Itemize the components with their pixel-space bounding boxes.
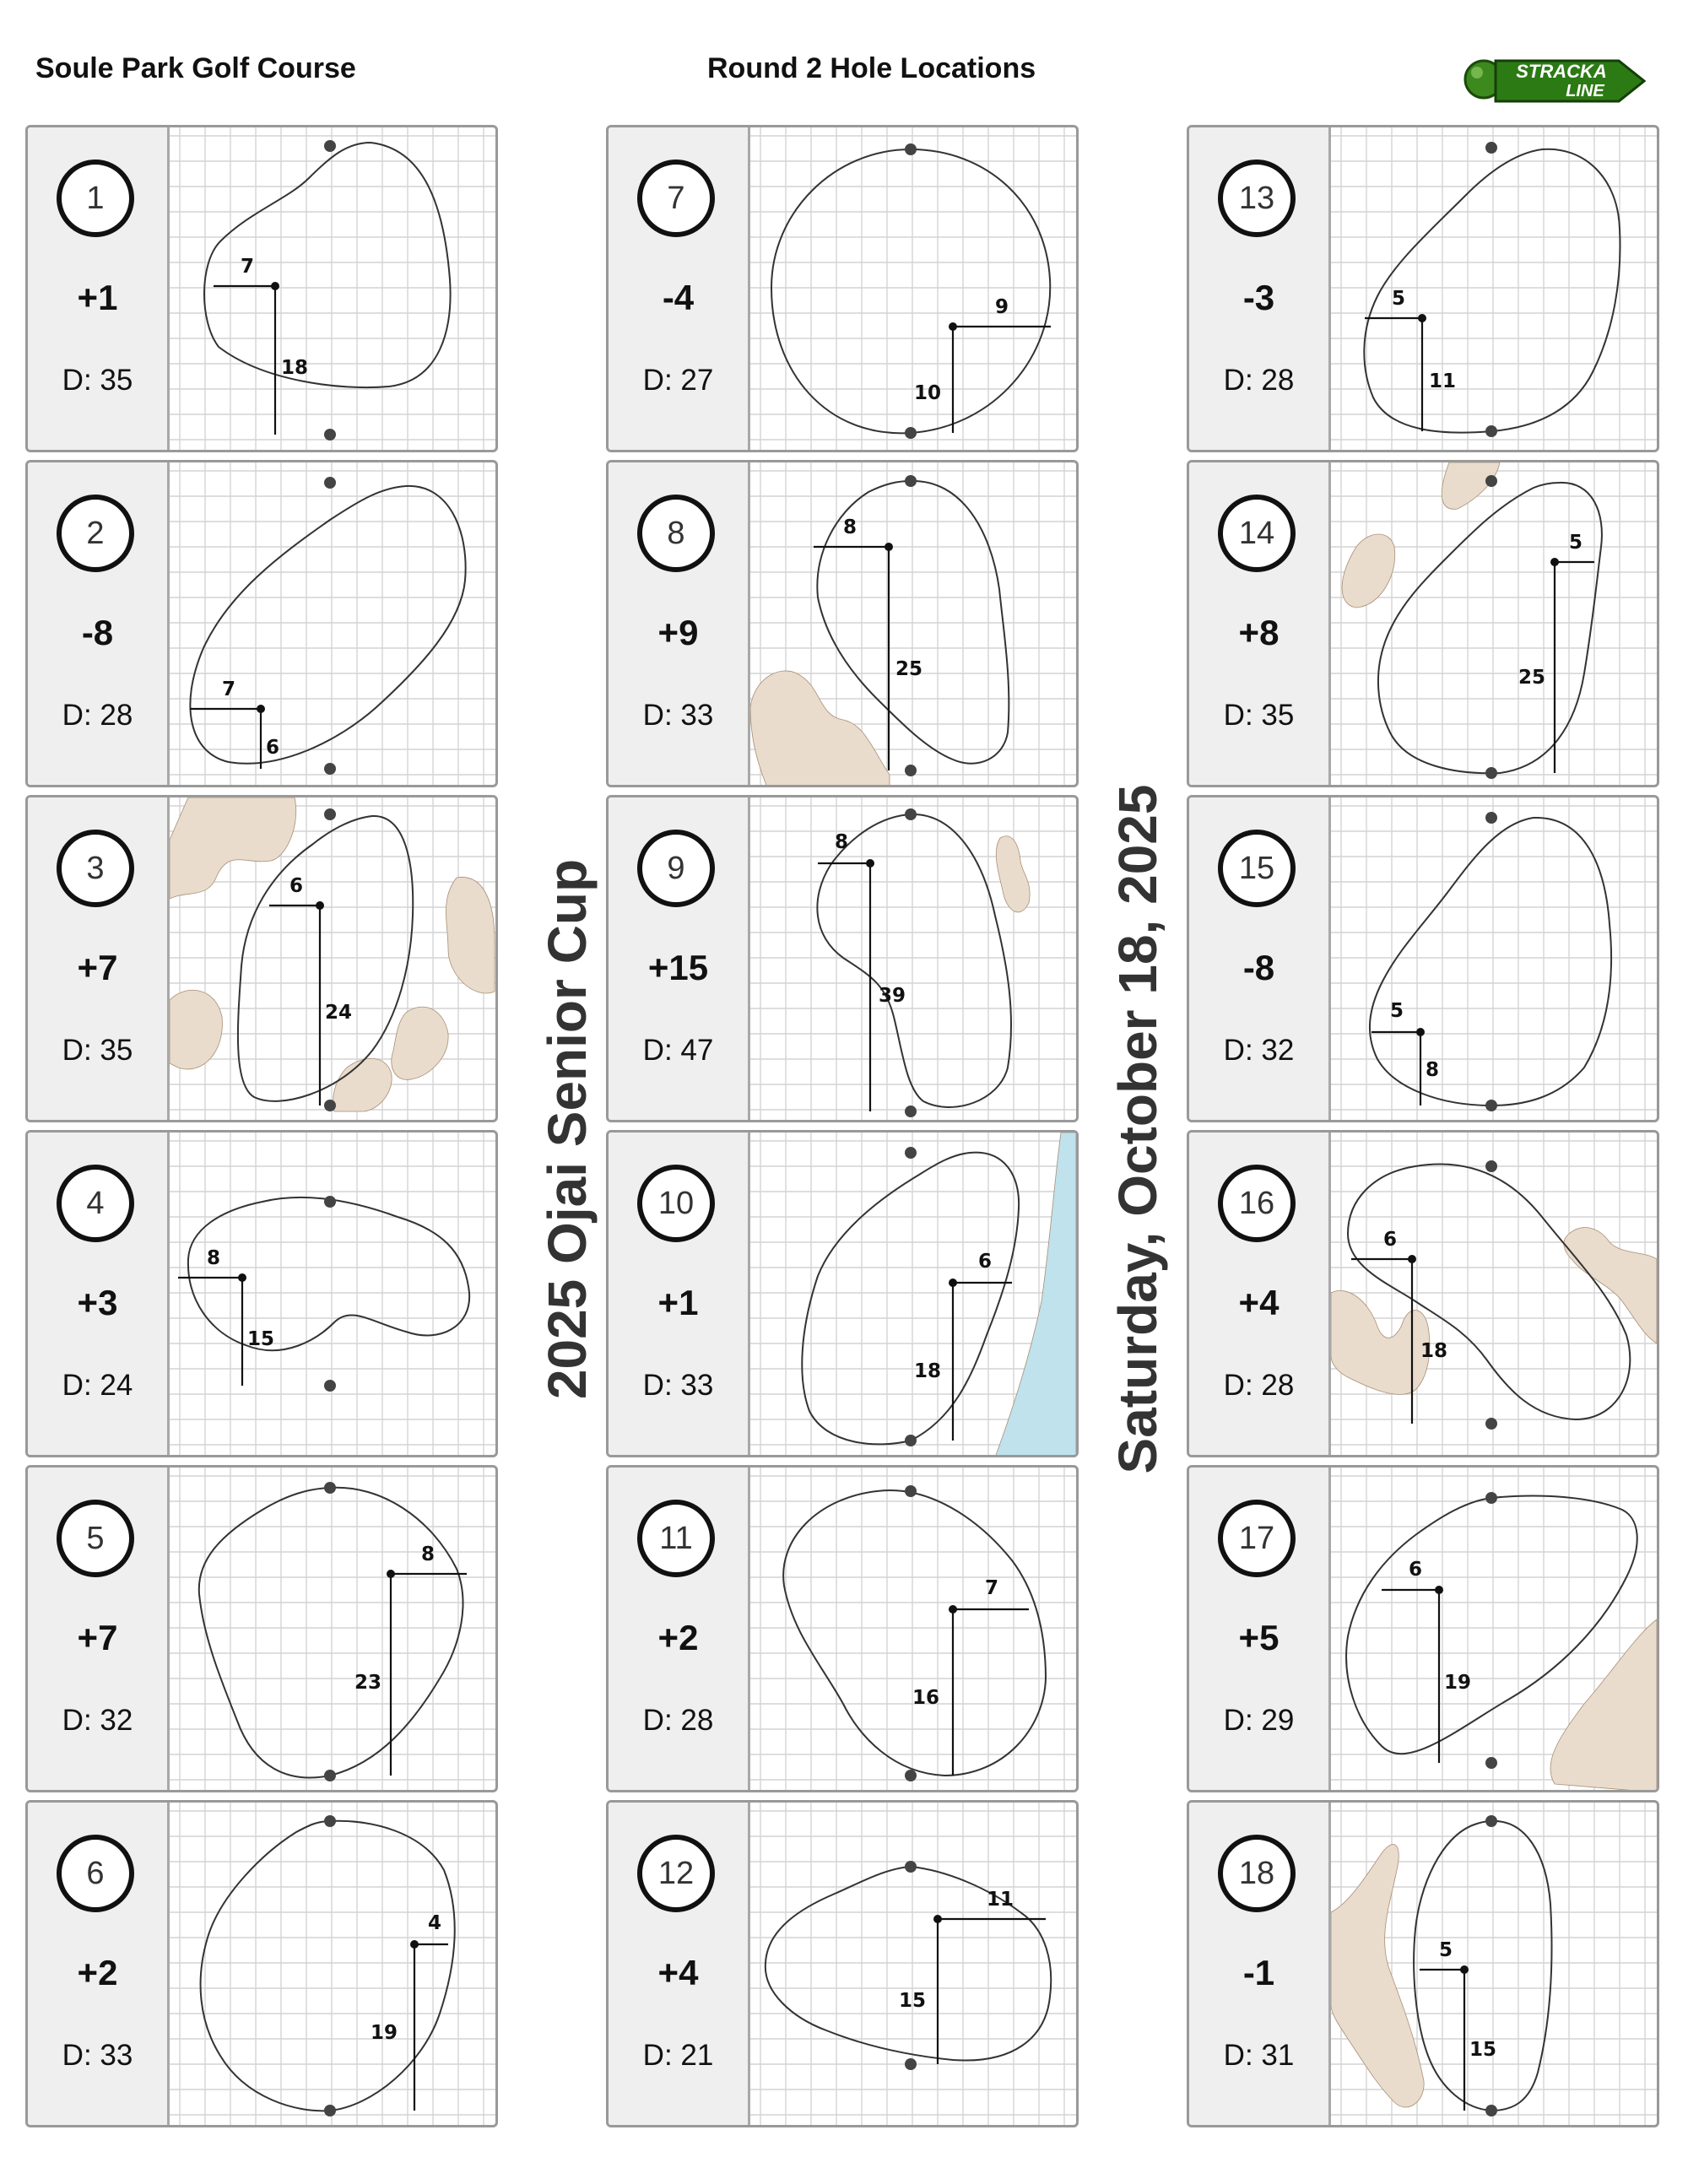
green-diagram <box>1331 797 1657 1120</box>
green-marker-dot <box>324 808 336 820</box>
hole-score: +4 <box>1238 1283 1280 1322</box>
hole-info-panel <box>28 1468 170 1790</box>
side-distance-label: 6 <box>1408 1559 1423 1581</box>
green-marker-dot <box>1485 1815 1497 1827</box>
hole-info-panel <box>28 462 170 785</box>
green-outline <box>802 1153 1019 1445</box>
green-marker-dot <box>905 1770 917 1781</box>
green-marker-dot <box>1485 1492 1497 1504</box>
hole-info-panel <box>1189 797 1331 1120</box>
hole-score: +4 <box>657 1953 699 1992</box>
green-marker-dot <box>905 808 917 820</box>
green-depth: D: 33 <box>642 1369 714 1402</box>
green-grid <box>170 1468 495 1790</box>
green-marker-dot <box>1485 142 1497 154</box>
green-depth: D: 28 <box>62 699 133 732</box>
side-distance-label: 6 <box>289 875 304 897</box>
hole-card <box>606 125 1079 452</box>
hole-number: 12 <box>637 1835 715 1912</box>
green-diagram <box>170 127 495 450</box>
hole-card <box>25 460 498 787</box>
hole-number: 15 <box>1218 830 1296 907</box>
hole-card <box>1187 1465 1659 1792</box>
green-grid <box>1331 1133 1657 1455</box>
green-grid <box>1331 462 1657 785</box>
green-depth: D: 47 <box>642 1034 714 1067</box>
hole-score: -4 <box>662 278 695 317</box>
sand-bunker <box>1342 534 1395 608</box>
front-distance-label: 6 <box>265 737 280 759</box>
water-hazard <box>995 1133 1076 1455</box>
green-depth: D: 32 <box>62 1704 133 1737</box>
front-distance-label: 15 <box>246 1328 275 1350</box>
green-marker-dot <box>324 477 336 489</box>
green-marker-dot <box>324 140 336 152</box>
green-marker-dot <box>324 1100 336 1111</box>
green-marker-dot <box>324 429 336 441</box>
green-diagram <box>1331 1803 1657 2125</box>
hole-card <box>606 460 1079 787</box>
sand-bunker <box>446 877 495 993</box>
side-distance-label: 6 <box>1382 1229 1398 1251</box>
pin-location <box>387 1570 395 1578</box>
green-marker-dot <box>324 1482 336 1494</box>
pin-location <box>257 705 265 713</box>
green-marker-dot <box>1485 2105 1497 2116</box>
hole-score: +1 <box>657 1283 699 1322</box>
green-diagram <box>1331 1468 1657 1790</box>
green-marker-dot <box>1485 767 1497 779</box>
svg-text:LINE: LINE <box>1566 82 1604 100</box>
green-depth: D: 28 <box>1223 1369 1295 1402</box>
sand-bunker <box>333 1058 392 1111</box>
pin-location <box>949 1605 957 1614</box>
green-diagram <box>170 1133 495 1455</box>
green-diagram <box>750 462 1076 785</box>
green-marker-dot <box>905 143 917 155</box>
pin-location <box>1550 558 1559 566</box>
hole-score: +8 <box>1238 613 1280 652</box>
hole-number: 16 <box>1218 1165 1296 1242</box>
hole-info-panel <box>28 797 170 1120</box>
side-distance-label: 7 <box>240 256 255 278</box>
green-outline <box>1370 818 1611 1106</box>
green-depth: D: 21 <box>642 2039 714 2072</box>
green-depth: D: 24 <box>62 1369 133 1402</box>
event-date: Saturday, October 18, 2025 <box>1107 784 1168 1474</box>
green-depth: D: 35 <box>1223 699 1295 732</box>
hole-card <box>606 1130 1079 1457</box>
pin-location <box>238 1273 246 1282</box>
green-depth: D: 31 <box>1223 2039 1295 2072</box>
green-grid <box>170 1133 495 1455</box>
green-grid <box>170 462 495 785</box>
green-depth: D: 33 <box>642 699 714 732</box>
hole-score: +3 <box>77 1283 118 1322</box>
hole-card <box>1187 795 1659 1122</box>
green-diagram <box>170 1803 495 2125</box>
green-marker-dot <box>324 2105 336 2116</box>
hole-card <box>25 795 498 1122</box>
green-grid <box>750 797 1076 1120</box>
hole-number: 11 <box>637 1500 715 1577</box>
green-marker-dot <box>324 1380 336 1392</box>
hole-number: 4 <box>57 1165 134 1242</box>
side-distance-label: 7 <box>984 1577 999 1599</box>
hole-info-panel <box>1189 1468 1331 1790</box>
hole-info-panel <box>609 797 750 1120</box>
front-distance-label: 15 <box>898 1990 927 2012</box>
green-marker-dot <box>905 475 917 487</box>
hole-number: 5 <box>57 1500 134 1577</box>
green-marker-dot <box>324 763 336 775</box>
green-outline <box>190 486 465 764</box>
side-distance-label: 5 <box>1391 288 1406 310</box>
sand-bunker <box>750 671 890 785</box>
hole-info-panel <box>28 1133 170 1455</box>
green-diagram <box>750 1803 1076 2125</box>
green-marker-dot <box>905 2058 917 2070</box>
green-diagram <box>1331 127 1657 450</box>
green-outline <box>1378 483 1602 773</box>
hole-info-panel <box>609 1803 750 2125</box>
hole-info-panel <box>609 127 750 450</box>
green-grid <box>1331 797 1657 1120</box>
hole-score: +15 <box>647 948 709 987</box>
green-marker-dot <box>1485 475 1497 487</box>
pin-location <box>410 1940 419 1949</box>
front-distance-label: 18 <box>280 357 309 379</box>
side-distance-label: 7 <box>221 678 236 700</box>
event-title: 2025 Ojai Senior Cup <box>537 858 598 1400</box>
hole-card <box>1187 125 1659 452</box>
hole-score: -1 <box>1242 1953 1275 1992</box>
hole-card <box>1187 1800 1659 2127</box>
green-marker-dot <box>324 1770 336 1781</box>
hole-card <box>606 1800 1079 2127</box>
hole-info-panel <box>28 127 170 450</box>
front-distance-label: 18 <box>913 1360 942 1382</box>
hole-score: +2 <box>77 1953 118 1992</box>
green-diagram <box>170 797 495 1120</box>
green-marker-dot <box>324 1196 336 1208</box>
round-title: Round 2 Hole Locations <box>707 52 1036 84</box>
front-distance-label: 11 <box>1428 370 1457 392</box>
hole-card <box>25 1465 498 1792</box>
green-grid <box>1331 127 1657 450</box>
green-depth: D: 27 <box>642 364 714 397</box>
hole-info-panel <box>28 1803 170 2125</box>
green-depth: D: 35 <box>62 1034 133 1067</box>
hole-number: 3 <box>57 830 134 907</box>
hole-score: +7 <box>77 1618 118 1657</box>
front-distance-label: 23 <box>354 1672 382 1694</box>
front-distance-label: 39 <box>878 985 906 1007</box>
hole-number: 17 <box>1218 1500 1296 1577</box>
green-diagram <box>750 797 1076 1120</box>
hole-score: -8 <box>1242 948 1275 987</box>
green-marker-dot <box>1485 812 1497 824</box>
hole-number: 6 <box>57 1835 134 1912</box>
hole-score: +9 <box>657 613 699 652</box>
pin-location <box>949 1279 957 1287</box>
hole-number: 13 <box>1218 159 1296 237</box>
front-distance-label: 16 <box>912 1687 940 1709</box>
pin-location <box>885 543 893 551</box>
pin-location <box>1408 1255 1416 1263</box>
pin-location <box>933 1915 942 1923</box>
green-marker-dot <box>1485 1418 1497 1430</box>
green-diagram <box>1331 462 1657 785</box>
side-distance-label: 9 <box>994 296 1009 318</box>
green-outline <box>817 814 1011 1107</box>
green-diagram <box>750 1133 1076 1455</box>
pin-location <box>1460 1965 1469 1974</box>
hole-number: 9 <box>637 830 715 907</box>
hole-number: 8 <box>637 495 715 572</box>
green-depth: D: 32 <box>1223 1034 1295 1067</box>
hole-info-panel <box>609 462 750 785</box>
pin-location <box>866 859 874 868</box>
green-marker-dot <box>905 765 917 776</box>
green-outline <box>1414 1821 1551 2111</box>
green-depth: D: 28 <box>1223 364 1295 397</box>
green-diagram <box>1331 1133 1657 1455</box>
green-diagram <box>170 1468 495 1790</box>
green-diagram <box>750 1468 1076 1790</box>
green-marker-dot <box>905 1106 917 1117</box>
green-marker-dot <box>905 1485 917 1497</box>
sand-bunker <box>1331 1845 1424 2107</box>
front-distance-label: 24 <box>324 1002 353 1024</box>
hole-info-panel <box>1189 127 1331 450</box>
front-distance-label: 25 <box>1518 667 1546 689</box>
green-outline <box>199 1488 463 1778</box>
side-distance-label: 8 <box>842 516 858 538</box>
hole-number: 18 <box>1218 1835 1296 1912</box>
green-marker-dot <box>1485 425 1497 437</box>
green-marker-dot <box>905 427 917 439</box>
green-marker-dot <box>905 1861 917 1873</box>
hole-info-panel <box>609 1133 750 1455</box>
hole-score: +2 <box>657 1618 699 1657</box>
green-depth: D: 29 <box>1223 1704 1295 1737</box>
green-outline <box>201 1821 455 2111</box>
hole-number: 1 <box>57 159 134 237</box>
front-distance-label: 18 <box>1420 1340 1448 1362</box>
sand-bunker <box>996 836 1030 912</box>
hole-card <box>25 1800 498 2127</box>
hole-number: 14 <box>1218 495 1296 572</box>
front-distance-label: 8 <box>1425 1059 1440 1081</box>
green-marker-dot <box>1485 1160 1497 1172</box>
front-distance-label: 25 <box>895 658 923 680</box>
green-marker-dot <box>1485 1757 1497 1769</box>
hole-number: 2 <box>57 495 134 572</box>
hole-card <box>606 1465 1079 1792</box>
green-marker-dot <box>1485 1100 1497 1111</box>
pin-location <box>1418 314 1426 322</box>
side-distance-label: 8 <box>834 831 849 853</box>
green-depth: D: 28 <box>642 1704 714 1737</box>
green-outline <box>771 149 1050 433</box>
side-distance-label: 4 <box>427 1912 442 1934</box>
hole-score: +7 <box>77 948 118 987</box>
sand-bunker <box>1564 1228 1657 1343</box>
green-depth: D: 35 <box>62 364 133 397</box>
green-diagram <box>170 462 495 785</box>
pin-location <box>1435 1586 1443 1594</box>
hole-score: -8 <box>81 613 114 652</box>
hole-card <box>25 125 498 452</box>
front-distance-label: 15 <box>1469 2039 1497 2061</box>
stracka-line-logo <box>1458 52 1646 106</box>
svg-text:STRACKA: STRACKA <box>1516 61 1607 82</box>
side-distance-label: 8 <box>206 1247 221 1269</box>
side-distance-label: 6 <box>977 1251 993 1273</box>
side-distance-label: 5 <box>1389 1000 1404 1022</box>
hole-info-panel <box>1189 1803 1331 2125</box>
green-marker-dot <box>905 1435 917 1446</box>
side-distance-label: 5 <box>1568 532 1583 554</box>
green-diagram <box>750 127 1076 450</box>
hole-number: 10 <box>637 1165 715 1242</box>
pin-location <box>1416 1028 1425 1036</box>
front-distance-label: 10 <box>913 382 942 404</box>
green-grid <box>170 127 495 450</box>
sand-bunker <box>170 797 296 899</box>
hole-score: +5 <box>1238 1618 1280 1657</box>
hole-info-panel <box>1189 1133 1331 1455</box>
hole-info-panel <box>609 1468 750 1790</box>
hole-info-panel <box>1189 462 1331 785</box>
hole-card <box>25 1130 498 1457</box>
side-distance-label: 5 <box>1438 1939 1453 1961</box>
green-depth: D: 33 <box>62 2039 133 2072</box>
green-marker-dot <box>905 1147 917 1159</box>
hole-card <box>606 795 1079 1122</box>
hole-card <box>1187 1130 1659 1457</box>
pin-location <box>316 901 324 910</box>
side-distance-label: 8 <box>420 1543 436 1565</box>
green-grid <box>750 1803 1076 2125</box>
sand-bunker <box>1550 1619 1657 1790</box>
pin-location <box>271 282 279 290</box>
hole-card <box>1187 460 1659 787</box>
green-outline <box>783 1490 1046 1776</box>
hole-score: +1 <box>77 278 118 317</box>
front-distance-label: 19 <box>1443 1672 1472 1694</box>
front-distance-label: 19 <box>370 2022 398 2044</box>
pin-location <box>949 322 957 331</box>
course-name: Soule Park Golf Course <box>35 52 356 84</box>
green-marker-dot <box>324 1815 336 1827</box>
side-distance-label: 11 <box>986 1889 1014 1911</box>
hole-number: 7 <box>637 159 715 237</box>
green-grid <box>170 1803 495 2125</box>
sand-bunker <box>170 990 222 1069</box>
sand-bunker <box>392 1007 448 1079</box>
hole-score: -3 <box>1242 278 1275 317</box>
sand-bunker <box>1331 1290 1430 1394</box>
